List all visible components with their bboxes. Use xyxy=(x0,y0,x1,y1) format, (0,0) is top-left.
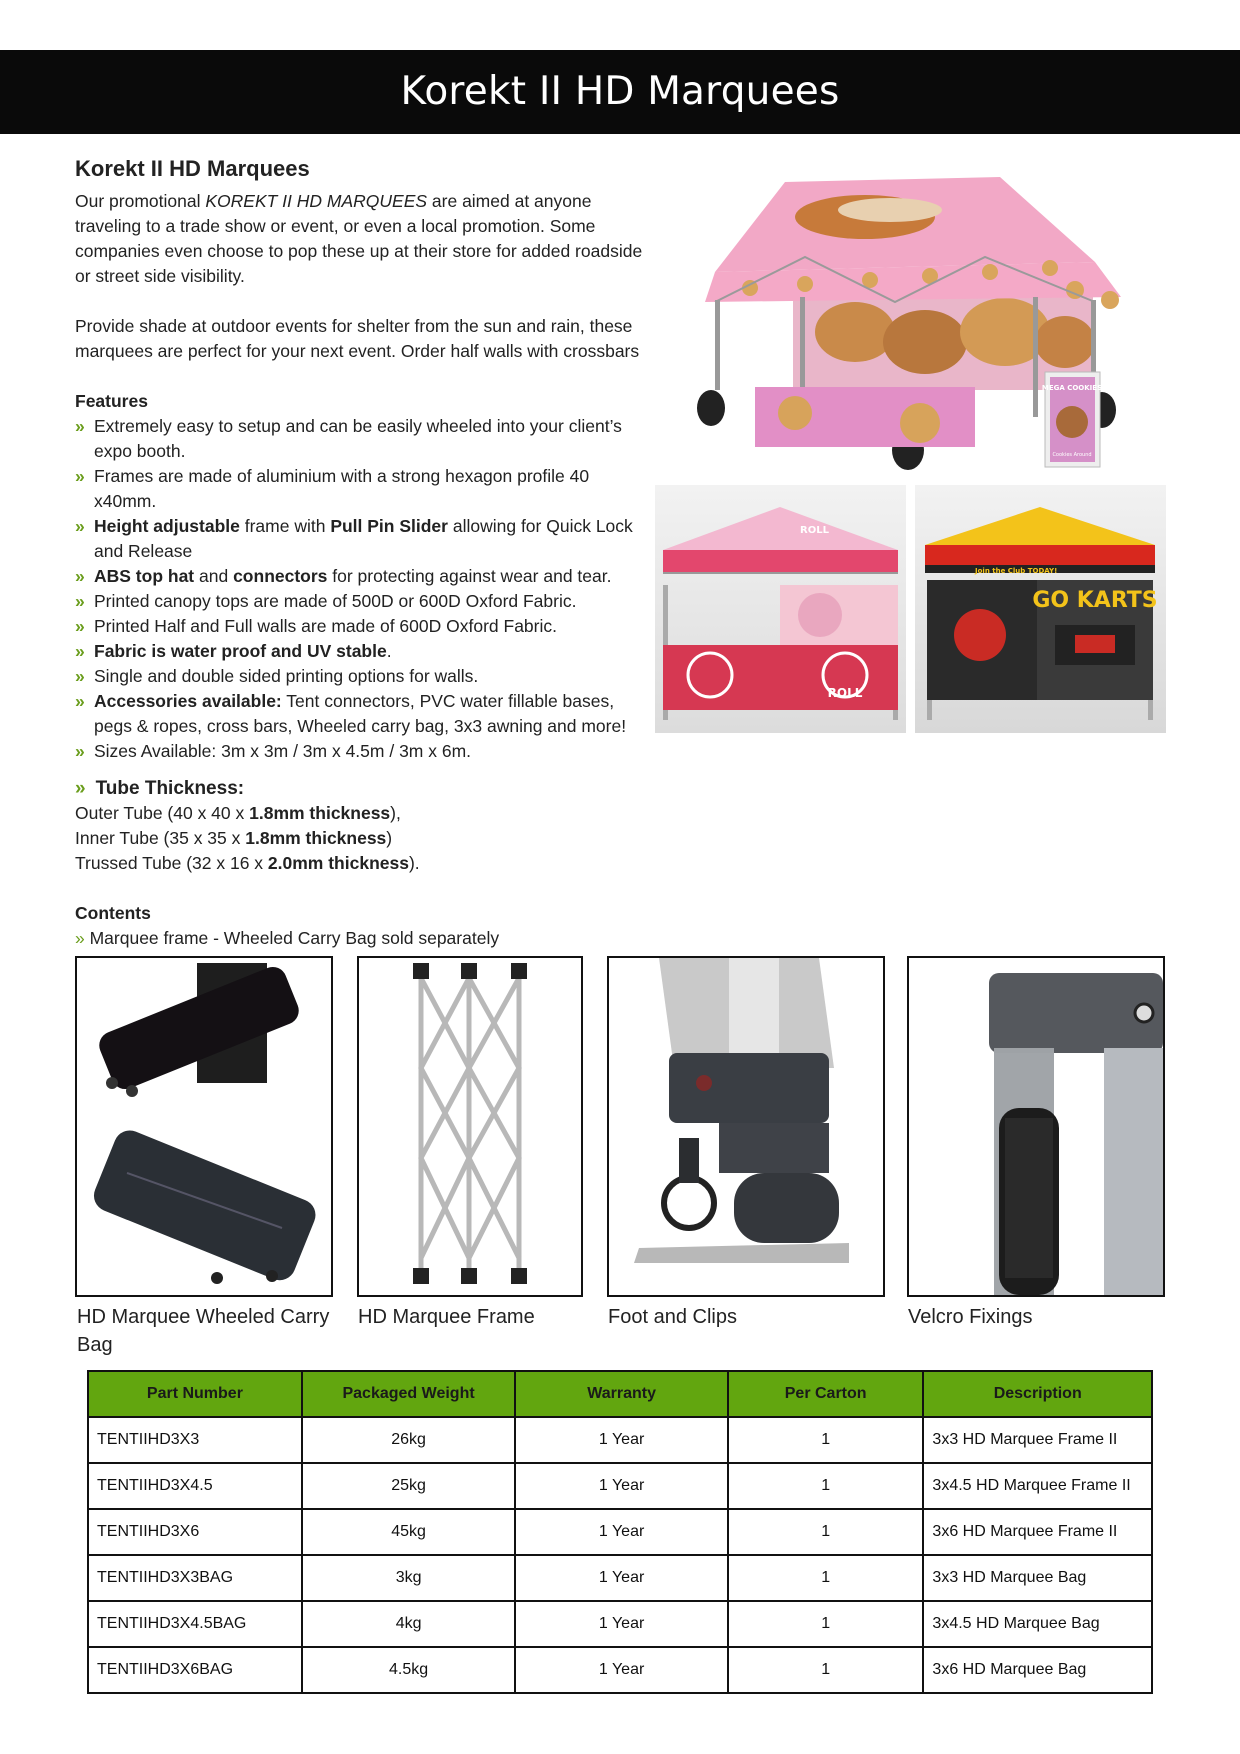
header-description: Description xyxy=(923,1371,1152,1417)
cell-part-number: TENTIIHD3X6 xyxy=(88,1509,302,1555)
table-row xyxy=(88,1601,1152,1647)
table-header-row xyxy=(88,1371,1152,1417)
cell-description: 3x3 HD Marquee Frame II xyxy=(923,1417,1152,1463)
intro-paragraph-2: Provide shade at outdoor events for shelter from the sun and rain, these marquees are perfect for your next event. Order half walls with crossbars xyxy=(75,316,640,361)
cell-per-carton: 1 xyxy=(728,1555,924,1601)
cell-weight: 3kg xyxy=(302,1555,516,1601)
feature-item: » Printed canopy tops are made of 500D or 600D Oxford Fabric. xyxy=(75,591,577,611)
header-warranty: Warranty xyxy=(515,1371,728,1417)
intro-column xyxy=(75,156,655,951)
table-row xyxy=(88,1509,1152,1555)
header-part-number: Part Number xyxy=(88,1371,302,1417)
cell-part-number: TENTIIHD3X6BAG xyxy=(88,1647,302,1693)
cell-warranty: 1 Year xyxy=(515,1647,728,1693)
header-packaged-weight: Packaged Weight xyxy=(302,1371,516,1417)
cell-warranty: 1 Year xyxy=(515,1509,728,1555)
cell-per-carton: 1 xyxy=(728,1509,924,1555)
cell-weight: 26kg xyxy=(302,1417,516,1463)
header-per-carton: Per Carton xyxy=(728,1371,924,1417)
feature-item: » ABS top hat and connectors for protecting against wear and tear. xyxy=(75,566,612,586)
donut-tent-photo xyxy=(655,485,906,733)
cell-per-carton: 1 xyxy=(728,1601,924,1647)
feature-item: » Extremely easy to setup and can be easily wheeled into your client’s expo booth. xyxy=(75,416,622,461)
table-row xyxy=(88,1647,1152,1693)
cell-per-carton: 1 xyxy=(728,1463,924,1509)
cell-part-number: TENTIIHD3X3BAG xyxy=(88,1555,302,1601)
caption-frame: HD Marquee Frame xyxy=(358,1306,535,1328)
tube-line: Trussed Tube (32 x 16 x 2.0mm thickness). xyxy=(75,853,420,873)
cell-weight: 4.5kg xyxy=(302,1647,516,1693)
page-title: Korekt II HD Marquees xyxy=(400,69,840,114)
gokart-tent-photo xyxy=(915,485,1166,733)
wall-text: ROLL xyxy=(827,686,863,700)
cell-warranty: 1 Year xyxy=(515,1417,728,1463)
sign-subtitle: Cookies Around xyxy=(1052,452,1092,458)
cell-weight: 4kg xyxy=(302,1601,516,1647)
intro-paragraph-1: Our promotional KOREKT II HD MARQUEES are aimed at anyone traveling to a trade show or event, or even a local promotion. Some companies even choose to pop these up at their store for added roadside or street side visibility. xyxy=(75,191,643,286)
table-row xyxy=(88,1417,1152,1463)
kart-title: GO KARTS xyxy=(1032,588,1158,613)
spec-table xyxy=(87,1370,1153,1694)
cell-warranty: 1 Year xyxy=(515,1555,728,1601)
cell-description: 3x4.5 HD Marquee Frame II xyxy=(923,1463,1152,1509)
caption-velcro: Velcro Fixings xyxy=(908,1306,1033,1328)
foot-clips-image xyxy=(607,956,885,1297)
contents-heading: Contents xyxy=(75,903,151,923)
feature-item: » Fabric is water proof and UV stable. xyxy=(75,641,392,661)
tube-line: Inner Tube (35 x 35 x 1.8mm thickness) xyxy=(75,828,393,848)
tube-heading: » Tube Thickness: xyxy=(75,778,245,799)
table-row xyxy=(88,1555,1152,1601)
features-heading: Features xyxy=(75,391,148,411)
section-heading: Korekt II HD Marquees xyxy=(75,156,310,181)
cell-per-carton: 1 xyxy=(728,1417,924,1463)
cell-description: 3x4.5 HD Marquee Bag xyxy=(923,1601,1152,1647)
table-row xyxy=(88,1463,1152,1509)
cell-description: 3x6 HD Marquee Frame II xyxy=(923,1509,1152,1555)
cell-weight: 45kg xyxy=(302,1509,516,1555)
sign-title: MEGA COOKIES xyxy=(1041,384,1103,392)
feature-item: » Height adjustable frame with Pull Pin Slider allowing for Quick Lock and Release xyxy=(75,516,633,561)
feature-item: » Printed Half and Full walls are made of 600D Oxford Fabric. xyxy=(75,616,557,636)
caption-foot-clips: Foot and Clips xyxy=(608,1306,737,1328)
feature-item: » Sizes Available: 3m x 3m / 3m x 4.5m / 3m x 6m. xyxy=(75,741,472,761)
cell-part-number: TENTIIHD3X3 xyxy=(88,1417,302,1463)
features-list xyxy=(75,414,655,764)
cell-description: 3x6 HD Marquee Bag xyxy=(923,1647,1152,1693)
cell-part-number: TENTIIHD3X4.5 xyxy=(88,1463,302,1509)
velcro-image xyxy=(907,956,1165,1297)
cell-warranty: 1 Year xyxy=(515,1463,728,1509)
cell-weight: 25kg xyxy=(302,1463,516,1509)
cell-warranty: 1 Year xyxy=(515,1601,728,1647)
caption-carry-bag: HD Marquee Wheeled Carry Bag xyxy=(77,1306,330,1356)
cell-per-carton: 1 xyxy=(728,1647,924,1693)
cell-description: 3x3 HD Marquee Bag xyxy=(923,1555,1152,1601)
cookie-tent-photo xyxy=(655,172,1125,472)
feature-item: » Single and double sided printing options for walls. xyxy=(75,666,479,686)
feature-item: » Frames are made of aluminium with a strong hexagon profile 40 x40mm. xyxy=(75,466,590,511)
feature-item: » Accessories available: Tent connectors, PVC water fillable bases, pegs & ropes, cross bars, Wheeled carry bag, 3x3 awning and more! xyxy=(75,691,627,736)
tube-line: Outer Tube (40 x 40 x 1.8mm thickness), xyxy=(75,803,401,823)
frame-image xyxy=(357,956,583,1297)
roof-text: ROLL xyxy=(800,525,829,536)
contents-line: » Marquee frame - Wheeled Carry Bag sold separately xyxy=(75,928,500,948)
kart-banner-text: Join the Club TODAY! xyxy=(975,567,1058,575)
cell-part-number: TENTIIHD3X4.5BAG xyxy=(88,1601,302,1647)
carry-bag-image xyxy=(75,956,333,1297)
